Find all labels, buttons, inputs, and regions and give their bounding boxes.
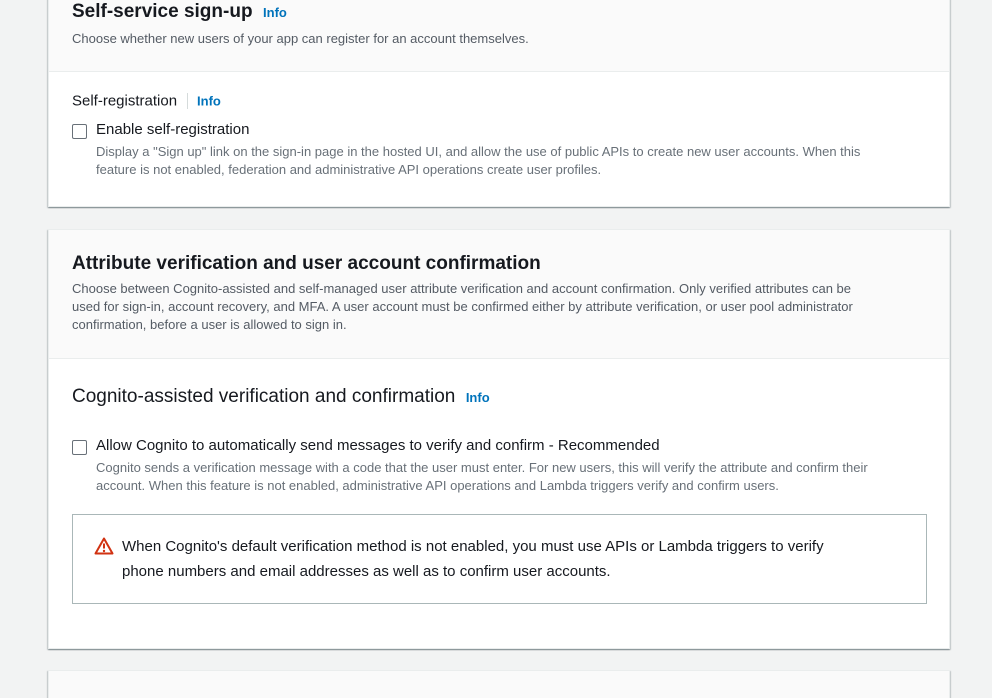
cognito-assisted-title: Cognito-assisted verification and confirmation — [72, 386, 456, 407]
cognito-assisted-info-link[interactable]: Info — [465, 390, 490, 405]
attribute-verification-desc-line2: used for sign-in, account recovery, and MFA. A user account must be confirmed either by attribute verification, or user pool administrator — [72, 299, 853, 314]
enable-self-registration-desc-line2: feature is not enabled, federation and administrative API operations create user profiles. — [96, 162, 602, 177]
enable-self-registration-checkbox[interactable] — [72, 124, 87, 139]
verification-warning-line1: When Cognito's default verification method is not enabled, you must use APIs or Lambda triggers to verify — [122, 538, 824, 555]
enable-self-registration-desc-line1: Display a "Sign up" link on the sign-in page in the hosted UI, and allow the use of public APIs to create new user accounts. When this — [96, 144, 861, 159]
self-registration-info-link[interactable]: Info — [197, 93, 221, 109]
warning-triangle-icon — [94, 537, 114, 560]
attribute-verification-desc-line1: Choose between Cognito-assisted and self-managed user attribute verification and account confirmation. Only verified attributes can be — [72, 281, 851, 296]
attribute-verification-panel — [48, 229, 950, 649]
self-service-signup-panel — [48, 0, 950, 207]
verification-warning-text — [122, 534, 912, 584]
verification-warning-alert — [72, 514, 927, 604]
verification-warning-line2: phone numbers and email addresses as well as to confirm user accounts. — [122, 563, 611, 580]
allow-cognito-verify-checkbox[interactable] — [72, 440, 87, 455]
self-service-signup-header — [49, 0, 949, 72]
self-service-signup-info-link[interactable]: Info — [263, 5, 287, 20]
label-divider — [187, 93, 188, 109]
attribute-verification-desc-line3: confirmation, before a user is allowed to sign in. — [72, 317, 347, 332]
allow-cognito-verify-desc-line2: account. When this feature is not enabled, administrative API operations and Lambda triggers verify and confirm users. — [96, 478, 779, 493]
allow-cognito-verify-label[interactable]: Allow Cognito to automatically send messages to verify and confirm - Recommended — [96, 437, 660, 454]
attribute-verification-header — [49, 230, 949, 359]
self-service-signup-description: Choose whether new users of your app can register for an account themselves. — [72, 31, 529, 46]
attribute-verification-title: Attribute verification and user account confirmation — [72, 253, 541, 274]
self-registration-label: Self-registration — [72, 92, 178, 110]
next-section-header — [49, 671, 949, 698]
enable-self-registration-label[interactable]: Enable self-registration — [96, 121, 250, 138]
next-section-panel — [48, 670, 950, 698]
allow-cognito-verify-desc-line1: Cognito sends a verification message with a code that the user must enter. For new users, this will verify the attribute and confirm their — [96, 460, 868, 475]
self-service-signup-title: Self-service sign-up — [72, 1, 253, 22]
